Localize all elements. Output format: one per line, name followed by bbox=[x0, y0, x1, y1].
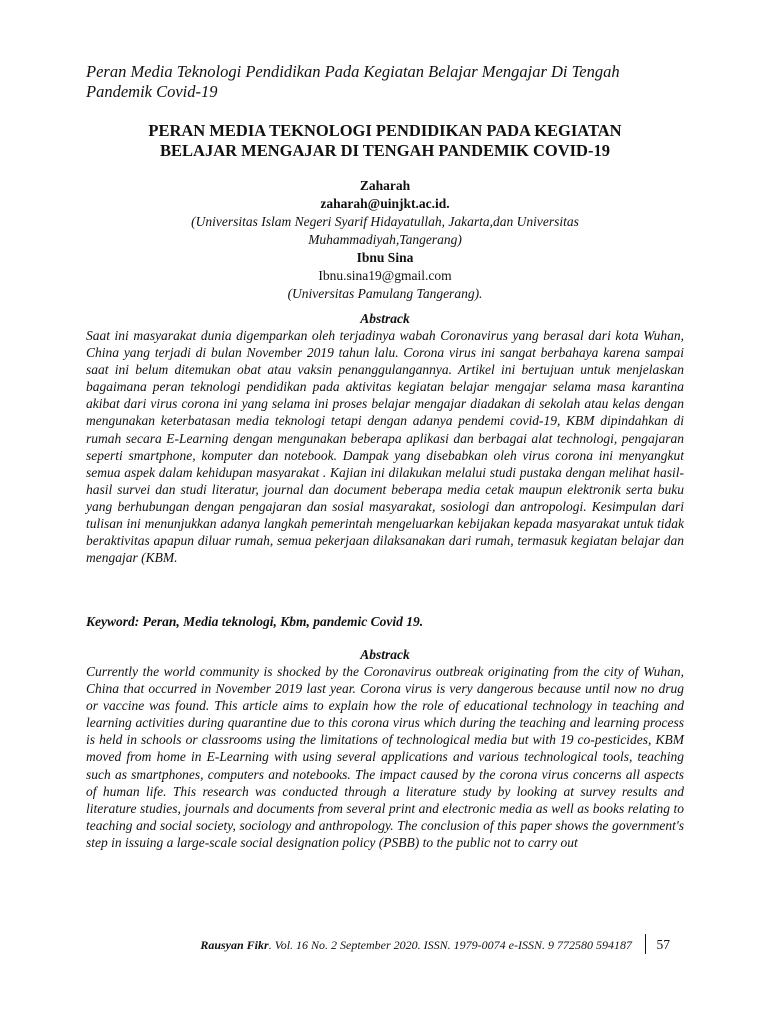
keywords: Keyword: Peran, Media teknologi, Kbm, pandemic Covid 19. bbox=[86, 614, 424, 629]
title-line-2: BELAJAR MENGAJAR DI TENGAH PANDEMIK COVID-19 bbox=[160, 141, 610, 160]
abstract-id-heading: Abstrack bbox=[360, 311, 410, 326]
journal-details: . Vol. 16 No. 2 September 2020. ISSN. 1979-0074 e-ISSN. 9 772580 594187 bbox=[268, 938, 632, 952]
author-name: Ibnu Sina bbox=[356, 250, 414, 265]
running-head: Peran Media Teknologi Pendidikan Pada Kegiatan Belajar Mengajar Di Tengah Pandemik Covid-19 bbox=[86, 62, 620, 101]
abstract-en-text: Currently the world community is shocked by the Coronavirus outbreak originating from the city of Wuhan, China that occurred in November 2019 last year. Corona virus is very dangerous because until now no drug or vaccine was found. This article aims to explain how the role of educational technology in teaching and learning activities during quarantine due to this corona virus which during the teaching and learning process is held in schools or classrooms using the limitations of technological media but with 19 co-pesticides, KBM moved from home in E-Learning with using several applications and various technological tools, teaching such as smartphones, computers and notebooks. The impact caused by the corona virus concerns all aspects of human life. This research was conducted through a literature study by looking at survey results and literature studies, journals and documents from several print and electronic media as well as books relating to teaching and social society, sociology and anthropology. The conclusion of this paper shows the government's step in issuing a large-scale social designation policy (PSBB) to the public not to carry out bbox=[86, 664, 684, 850]
title-line-1: PERAN MEDIA TEKNOLOGI PENDIDIKAN PADA KEGIATAN bbox=[148, 121, 622, 140]
author-affiliation: (Universitas Islam Negeri Syarif Hidayatullah, Jakarta,dan Universitas bbox=[191, 214, 579, 229]
page-footer bbox=[100, 934, 670, 956]
abstract-en-heading: Abstrack bbox=[360, 647, 410, 662]
author-block bbox=[86, 177, 684, 303]
author-email[interactable]: Ibnu.sina19@gmail.com bbox=[318, 268, 452, 283]
page-number: 57 bbox=[656, 937, 670, 952]
author-affiliation: Muhammadiyah,Tangerang) bbox=[308, 232, 462, 247]
author-name: Zaharah bbox=[359, 178, 411, 193]
journal-citation bbox=[200, 934, 632, 956]
author-email[interactable]: zaharah@uinjkt.ac.id. bbox=[320, 196, 450, 211]
article-title bbox=[86, 121, 684, 161]
author-affiliation: (Universitas Pamulang Tangerang). bbox=[287, 286, 483, 301]
abstract-id-text: Saat ini masyarakat dunia digemparkan oleh terjadinya wabah Coronavirus yang berasal dari kota Wuhan, China yang terjadi di bulan November 2019 tahun lalu. Corona virus ini sangat berbahaya karena sampai saat ini belum ditemukan obat atau vaksin penanggulangannya. Artikel ini bertujuan untuk menjelaskan bagaimana peran teknologi pendidikan pada aktivitas kegiatan belajar mengajar selama masa karantina akibat dari virus corona ini yang selama ini proses belajar mengajar diadakan di sekolah atau kelas dengan mengunakan keterbatasan media teknologi tetapi dengan adanya pendemi covid-19, KBM dipindahkan di rumah secara E-Learning dengan mengunakan beberapa aplikasi dan berbagai alat technologi, pengajaran seperti smartphone, komputer dan notebook. Dampak yang disebabkan oleh virus corona ini menyangkut semua aspek dalam kehidupan masyarakat . Kajian ini dilakukan melalui studi pustaka dengan melihat hasil-hasil survei dan studi literatur, journal dan document beberapa media cetak maupun elektronik serta buku yang berhubungan dengan pengajaran dan sosial masyarakat, sosiologi dan antropologi. Kesimpulan dari tulisan ini menunjukkan adanya langkah pemerintah mengeluarkan kebijakan kepada masyarakat untuk tidak beraktivitas apapun diluar rumah, semua pekerjaan dilaksanakan dari rumah, termasuk kegiatan belajar dan mengajar (KBM. bbox=[86, 328, 684, 566]
journal-name: Rausyan Fikr bbox=[200, 938, 269, 952]
footer-divider bbox=[645, 934, 646, 954]
